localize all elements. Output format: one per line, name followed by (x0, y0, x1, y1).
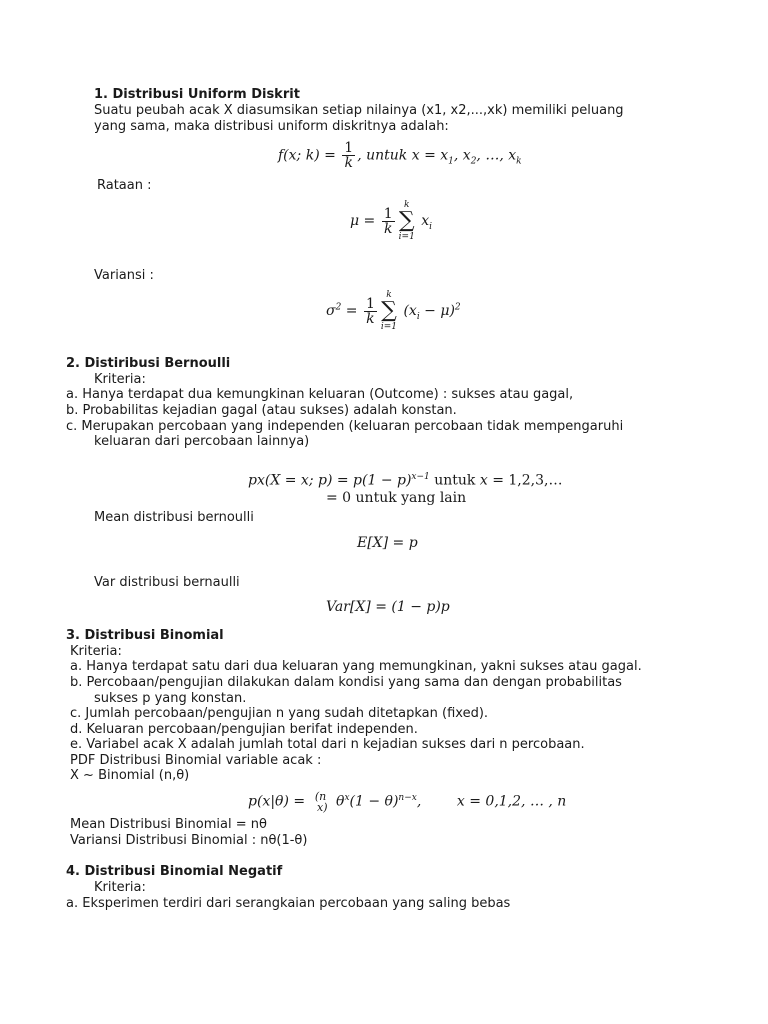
section-2-heading: 2. Distiribusi Bernoulli (66, 356, 231, 371)
uniform-pmf-formula: f(x; k) = $\frac{1}{k}$ , untuk $x = x_1$, $x_2$, …, $x_k$ (278, 140, 522, 171)
section-3-kriteria: Kriteria: (70, 644, 122, 659)
bernoulli-var-formula: Var[X] = (1 − p)p (326, 599, 450, 615)
mean-formula: μ = $\frac{1}{k}$ k ∑ i=1 $x_i$ (350, 200, 433, 242)
section-4-kriteria: Kriteria: (94, 880, 146, 895)
section-2-item-b: b. Probabilitas kejadian gagal (atau sukses) adalah konstan. (66, 403, 457, 418)
section-3-item-c: c. Jumlah percobaan/pengujian n yang sudah ditetapkan (fixed). (70, 706, 489, 721)
section-1-paragraph-line-1: Suatu peubah acak X diasumsikan setiap nilainya (x1, x2,...,xk) memiliki peluang (94, 103, 624, 118)
bernoulli-untuk-text: untuk (434, 472, 476, 489)
section-3-pdf-label: PDF Distribusi Binomial variable acak : (70, 753, 322, 768)
section-3-heading: 3. Distribusi Binomial (66, 628, 224, 643)
section-4-item-a: a. Eksperimen terdiri dari serangkaian percobaan yang saling bebas (66, 896, 511, 911)
bernoulli-var-label: Var distribusi bernaulli (94, 575, 240, 590)
rataan-label: Rataan : (97, 178, 152, 193)
section-2-item-c-line-1: c. Merupakan percobaan yang independen (keluaran percobaan tidak mempengaruhi (66, 419, 624, 434)
bernoulli-otherwise-text: = 0 untuk yang lain (326, 490, 467, 506)
section-3-item-e: e. Variabel acak X adalah jumlah total dari n kejadian sukses dari n percobaan. (70, 737, 585, 752)
section-2-kriteria: Kriteria: (94, 372, 146, 387)
section-2-item-c-line-2: keluaran dari percobaan lainnya) (94, 434, 310, 449)
section-1-heading: 1. Distribusi Uniform Diskrit (94, 87, 300, 102)
variance-formula: $\sigma^2$ = $\frac{1}{k}$ k ∑ i=1 $(x_i - \mu)^2$ (326, 290, 461, 332)
section-3-item-a: a. Hanya terdapat satu dari dua keluaran yang memungkinan, yakni sukses atau gagal. (70, 659, 642, 674)
section-3-distribution-notation: X ~ Binomial (n,θ) (70, 768, 190, 783)
binomial-mean: Mean Distribusi Binomial = nθ (70, 817, 267, 832)
section-3-item-b-line-2: sukses p yang konstan. (94, 691, 247, 706)
binomial-variance: Variansi Distribusi Binomial : nθ(1-θ) (70, 833, 308, 848)
bernoulli-pmf-formula: px(X = x; $p) = p(1 - p)^{x-1}$ untuk x = 1,2,3,… (248, 472, 563, 489)
variansi-label: Variansi : (94, 268, 154, 283)
section-4-heading: 4. Distribusi Binomial Negatif (66, 864, 283, 879)
bernoulli-mean-label: Mean distribusi bernoulli (94, 510, 254, 525)
bernoulli-range-text: = 1,2,3,… (492, 472, 563, 489)
bernoulli-mean-formula: E[X] = p (357, 535, 418, 551)
binomial-pmf-formula: p(x|θ) = (n x) $\theta^x(1 - \theta)^{n-x}$, x = 0,1,2, … , n (248, 789, 567, 814)
section-3-item-d: d. Keluaran percobaan/pengujian berifat independen. (70, 722, 418, 737)
section-3-item-b-line-1: b. Percobaan/pengujian dilakukan dalam kondisi yang sama dan dengan probabilitas (70, 675, 622, 690)
section-2-item-a: a. Hanya terdapat dua kemungkinan keluaran (Outcome) : sukses atau gagal, (66, 387, 574, 402)
section-1-paragraph-line-2: yang sama, maka distribusi uniform diskritnya adalah: (94, 119, 449, 134)
